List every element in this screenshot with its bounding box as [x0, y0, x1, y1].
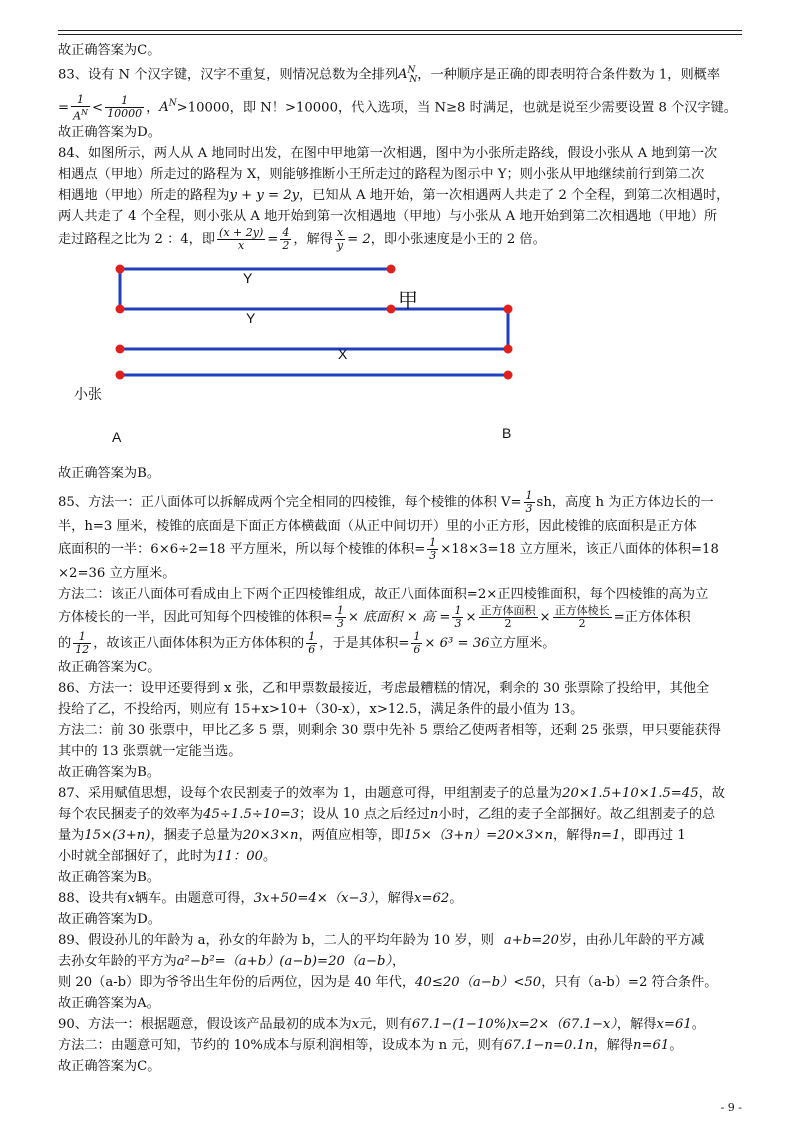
- q87-answer: 故正确答案为B。: [58, 870, 161, 886]
- q86-line2: 投给了乙，不投给丙，则应有 15+x>10+（30-x），x>12.5，满足条件的最小值为 13。: [58, 702, 584, 718]
- dot-top-right: [387, 265, 396, 274]
- page-number: - 9 -: [720, 1101, 742, 1114]
- header-rule-thin: [58, 34, 742, 35]
- label-jia: 甲: [398, 288, 418, 313]
- header-rule: [58, 30, 742, 31]
- q89-line1: 89、假设孙儿的年龄为 a，孙女的年龄为 b，二人的平均年龄为 10 岁，则 a+b=20岁，由孙儿年龄的平方减: [58, 933, 705, 949]
- fraction-1-over-6: $\frac{1}{6}$: [308, 630, 316, 657]
- q85-line2: 半，h=3 厘米，棱锥的底面是下面正方体横截面（从正中间切开）里的小正方形，因此棱锥的底面积是正方体: [58, 519, 697, 535]
- route-diagram: [58, 259, 744, 459]
- label-b: B: [502, 425, 512, 442]
- answer-line: 故正确答案为C。: [58, 43, 161, 58]
- dot-mid-left: [116, 305, 125, 314]
- fraction-1-over-10000: $\frac{1}{10000}$: [107, 94, 143, 121]
- q89-line3: 则 20（a-b）即为爷爷出生年份的后两位，因为是 40 年代，40≤20（a−b）<50，只有（a-b）=2 符合条件。: [58, 975, 718, 991]
- q87-line3: 量为15×(3+n)，捆麦子总量为20×3×n，两值应相等，即15×（3+n）=20×3×n，解得n=1，即再过 1: [58, 828, 686, 844]
- q86-line4: 其中的 13 张票就一定能当选。: [58, 744, 242, 760]
- label-x: X: [338, 346, 348, 363]
- q83-line2: = $\frac{1}{A^N}$ < $\frac{1}{10000}$ ，$A^N>10000$，即 N！>10000，代入选项，当 N≥8 时满足，也就是说至少需要设置 8 个汉字键。: [58, 92, 737, 123]
- q85-line7: 的 $\frac{1}{12}$ ，故该正八面体体积为正方体体积的 $\frac{1}{6}$ ，于是其体积= $\frac{1}{6}$ × 6³ = 36立方厘米。: [58, 630, 556, 657]
- q86-answer: 故正确答案为B。: [58, 765, 161, 781]
- fraction-1-over-3: $\frac{1}{3}$: [525, 489, 533, 516]
- dot-mid-right: [504, 305, 513, 314]
- dot-top-left: [116, 265, 125, 274]
- q85-line6: 方体棱长的一半，因此可知每个四棱锥的体积= $\frac{1}{3}$ × 底面积 × 高 = $\frac{1}{3}$ × $\frac{\text{正方体面积}}{2}$ × $\frac{\text{正方体棱长}}{2}$ =正方体体积: [58, 604, 691, 631]
- fraction-x2y-over-x: $\frac{(x + 2y)}{x}$: [219, 226, 264, 253]
- q87-line4: 小时就全部捆好了，此时为11：00。: [58, 849, 277, 865]
- label-a: A: [112, 429, 122, 446]
- document-body: [58, 40, 744, 1077]
- q84-line5: 走过路程之比为 2 ：4，即 $\frac{(x + 2y)}{x}$ = $\frac{4}{2}$ ，解得 $\frac{x}{y}$ = 2，即小张速度是小王的 2 倍。: [58, 226, 546, 253]
- q89-line2: 去孙女年龄的平方为a²−b²=（a+b）(a−b)=20（a−b），: [58, 954, 406, 970]
- q83-answer: 故正确答案为D。: [58, 125, 161, 141]
- q88-answer: 故正确答案为D。: [58, 912, 161, 928]
- q83-line1: 83、设有 N 个汉字键，汉字不重复，则情况总数为全排列$A^N_N$，一种顺序是正确的即表明符合条件数为 1，则概率: [58, 66, 721, 86]
- q85-line5: 方法二：该正八面体可看成由上下两个正四棱锥组成，故正八面体面积=2×正四棱锥面积，每个四棱锥的高为立: [58, 587, 709, 603]
- q85-line1: 85、方法一：正八面体可以拆解成两个完全相同的四棱锥，每个棱锥的体积 V= $\frac{1}{3}$ sh，高度 h 为正方体边长的一: [58, 489, 714, 516]
- q86-line1: 86、方法一：设甲还要得到 x 张，乙和甲票数最接近，考虑最糟糕的情况，剩余的 30 张票除了投给甲，其他全: [58, 681, 710, 697]
- label-y-top: Y: [243, 270, 253, 287]
- q84-line1: 84、如图所示，两人从 A 地同时出发，在图中甲地第一次相遇，图中为小张所走路线，假设小张从 A 地到第一次: [58, 146, 718, 162]
- label-xiaozhang: 小张: [74, 387, 102, 404]
- q90-line2: 方法二：由题意可知，节约的 10%成本与原利润相等，设成本为 n 元，则有67.1−n=0.1n，解得n=61。: [58, 1038, 683, 1054]
- q84-line2: 相遇点（甲地）所走过的路程为 X，则能够推断小王所走过的路程为图示中 Y；则小张从甲地继续前行到第二次: [58, 167, 705, 183]
- route-diagram-svg: [58, 259, 744, 459]
- q84-answer: 故正确答案为B。: [58, 466, 161, 482]
- label-y-mid: Y: [246, 310, 256, 327]
- q87-line1: 87、采用赋值思想，设每个农民割麦子的效率为 1，由题意可得，甲组割麦子的总量为20×1.5+10×1.5=45，故: [58, 786, 725, 802]
- dot-jia: [387, 305, 396, 314]
- q85-answer: 故正确答案为C。: [58, 660, 161, 676]
- q89-answer: 故正确答案为A。: [58, 996, 160, 1012]
- q87-line2: 每个农民捆麦子的效率为45÷1.5÷10=3；设从 10 点之后经过n小时，乙组的麦子全部捆好。故乙组割麦子的总: [58, 807, 716, 823]
- perm-symbol: $A^N_N$: [398, 66, 418, 86]
- dot-x-left: [116, 345, 125, 354]
- dot-b: [504, 371, 513, 380]
- fraction-1-over-12: $\frac{1}{12}$: [75, 630, 90, 657]
- q88-line1: 88、设共有x辆车。由题意可得，3x+50=4×（x−3），解得x=62。: [58, 891, 463, 907]
- q86-line3: 方法二：前 30 张票中，甲比乙多 5 票，则剩余 30 票中先补 5 票给乙使两者相等，还剩 25 张票，甲只要能获得: [58, 723, 721, 739]
- q85-line3: 底面积的一半：6×6÷2=18 平方厘米，所以每个棱锥的体积= $\frac{1}{3}$ ×18×3=18 立方厘米，该正八面体的体积=18: [58, 536, 719, 563]
- fraction-x-over-y: $\frac{x}{y}$: [336, 226, 344, 253]
- dot-a: [116, 371, 125, 380]
- dot-x-right: [504, 345, 513, 354]
- fraction-1-over-ANN: $\frac{1}{A^N}$: [73, 92, 89, 123]
- q85-line4: ×2=36 立方厘米。: [58, 566, 176, 582]
- q90-line1: 90、方法一：根据题意，假设该产品最初的成本为x元，则有67.1−(1−10%)x=2×（67.1−x），解得x=61。: [58, 1017, 705, 1033]
- q90-answer: 故正确答案为C。: [58, 1059, 161, 1075]
- fraction-4-over-2: $\frac{4}{2}$: [282, 226, 290, 253]
- q84-line4: 两人共走了 4 个全程，则小张从 A 地开始到第一次相遇地（甲地）与小张从 A 地开始到第二次相遇地（甲地）所: [58, 209, 718, 225]
- q84-line3: 相遇地（甲地）所走的路程为y + y = 2y，已知从 A 地开始，第一次相遇两人共走了 2 个全程，到第二次相遇时，: [58, 188, 730, 204]
